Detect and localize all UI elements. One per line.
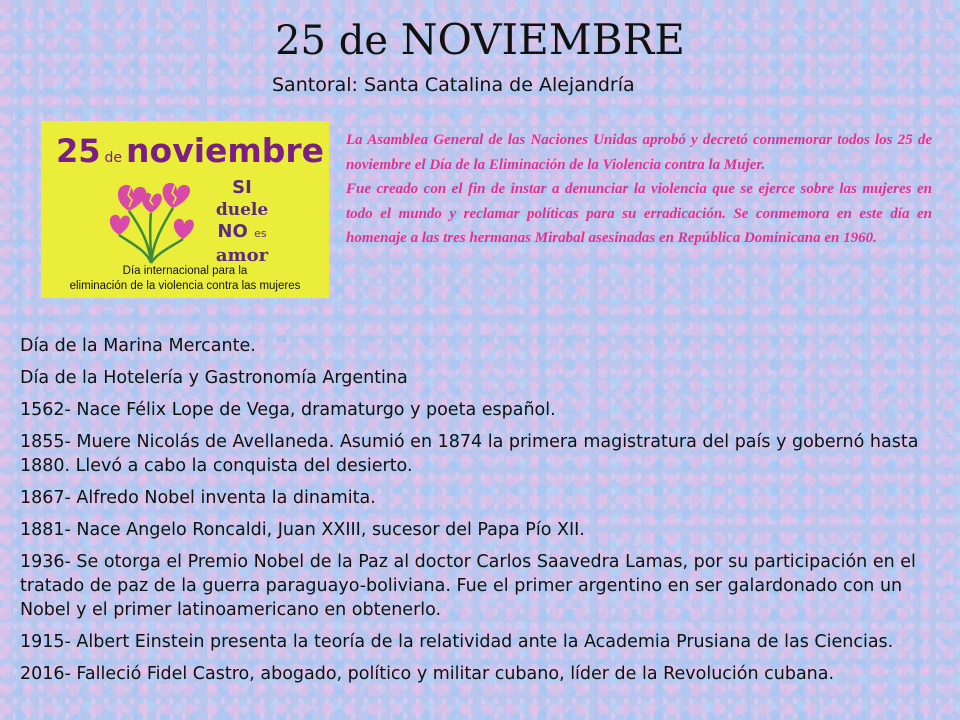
slogan-duele: duele	[215, 200, 269, 220]
slogan-si: SI	[232, 177, 252, 198]
slogan-no-es	[207, 221, 277, 245]
list-item: 1936- Se otorga el Premio Nobel de la Paz al doctor Carlos Saavedra Lamas, por su participación en el tratado de paz de la guerra paraguayo-boliviana. Fue el primer argentino en ser galardonado con un Nobel y el primer latinoamericano en obtenerlo.	[20, 552, 916, 620]
list-item: 1915- Albert Einstein presenta la teoría de la relatividad ante la Academia Prusiana de las Ciencias.	[20, 632, 894, 652]
poster-date	[56, 129, 324, 173]
list-item: Día de la Hotelería y Gastronomía Argentina	[20, 368, 408, 388]
broken-heart-flowers-icon	[101, 173, 201, 265]
list-item: 1855- Muere Nicolás de Avellaneda. Asumió en 1874 la primera magistratura del país y gobernó hasta 1880. Llevó a cabo la conquista del desierto.	[20, 432, 919, 476]
intro-paragraph-1: La Asamblea General de las Naciones Unidas aprobó y decretó conmemorar todos los 25 de noviembre el Día de la Eliminación de la Violencia contra la Mujer.	[346, 132, 932, 173]
slogan-amor: amor	[215, 245, 269, 266]
intro-paragraph-2: Fue creado con el fin de instar a denunciar la violencia que se ejerce sobre las mujeres en todo el mundo y reclamar políticas para su erradicación. Se conmemora en este día en homenaje a las tres hermanas Mirabal asesinadas en República Dominicana en 1960.	[346, 181, 932, 246]
poster-month: noviembre	[126, 131, 325, 170]
page-title	[0, 12, 960, 68]
list-item: 1562- Nace Félix Lope de Vega, dramaturgo y poeta español.	[20, 400, 556, 420]
poster-day: 25	[56, 132, 101, 170]
slogan-no: NO	[217, 221, 248, 242]
list-item: 1867- Alfredo Nobel inventa la dinamita.	[20, 488, 376, 508]
list-item: 2016- Falleció Fidel Castro, abogado, político y militar cubano, líder de la Revolución cubana.	[20, 664, 835, 684]
slogan-es: es	[254, 227, 267, 240]
list-item: Día de la Marina Mercante.	[20, 336, 256, 356]
title-day: 25 de	[275, 18, 401, 64]
santoral-subtitle: Santoral: Santa Catalina de Alejandría	[272, 74, 635, 96]
intro-text	[346, 128, 932, 251]
poster-caption-line1: Día internacional para la	[122, 265, 248, 277]
awareness-poster	[41, 121, 329, 298]
poster-caption	[41, 264, 329, 294]
list-item: 1881- Nace Angelo Roncaldi, Juan XXIII, sucesor del Papa Pío XII.	[20, 520, 585, 540]
poster-de: de	[104, 150, 123, 166]
events-list	[20, 334, 940, 694]
poster-slogan	[207, 177, 277, 267]
poster-caption-line2: eliminación de la violencia contra las mujeres	[69, 280, 301, 292]
title-month: NOVIEMBRE	[400, 15, 685, 64]
